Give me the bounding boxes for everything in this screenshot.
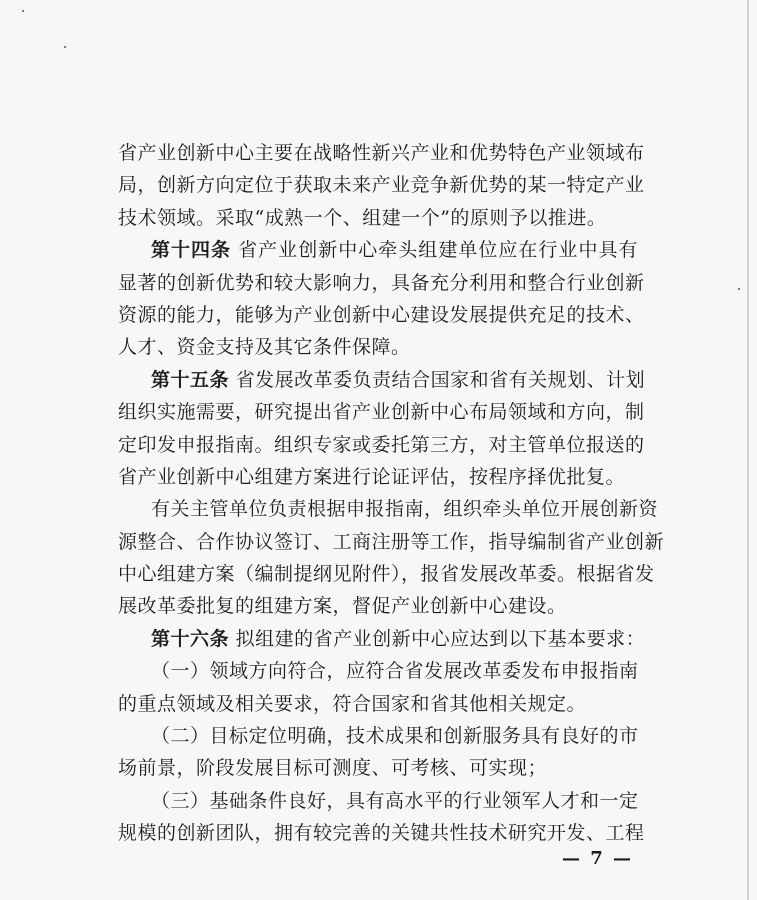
text-line: 资源的能力，能够为产业创新中心建设发展提供充足的技术、 bbox=[118, 303, 645, 326]
text-line: 人才、资金支持及其它条件保障。 bbox=[118, 336, 411, 359]
text-line: 定印发申报指南。组织专家或委托第三方，对主管单位报送的 bbox=[118, 433, 645, 456]
page-edge-shadow bbox=[747, 0, 749, 900]
text-line: 展改革委批复的组建方案，督促产业创新中心建设。 bbox=[118, 595, 567, 618]
text-line: 的重点领域及相关要求，符合国家和省其他相关规定。 bbox=[118, 692, 587, 715]
text-line: 显著的创新优势和较大影响力，具备充分利用和整合行业创新 bbox=[118, 271, 645, 294]
article-heading: 第十五条 bbox=[151, 368, 230, 391]
list-item-1-line: （一）领域方向符合，应符合省发展改革委发布申报指南 bbox=[151, 660, 639, 683]
text-line: 组织实施需要，研究提出省产业创新中心布局领域和方向，制 bbox=[118, 401, 645, 424]
article-heading: 第十六条 bbox=[151, 627, 230, 650]
text-line: 源整合、合作协议签订、工商注册等工作，指导编制省产业创新 bbox=[118, 530, 665, 553]
page-number: — 7 — bbox=[562, 848, 634, 869]
text-line: 省产业创新中心组建方案进行论证评估，按程序择优批复。 bbox=[118, 465, 626, 488]
text-line: 局，创新方向定位于获取未来产业竞争新优势的某一特定产业 bbox=[118, 174, 645, 197]
text-line: 中心组建方案（编制提纲见附件），报省发展改革委。根据省发 bbox=[118, 563, 655, 586]
article-15-line: 第十五条 省发展改革委负责结合国家和省有关规划、计划 bbox=[151, 368, 646, 391]
article-heading: 第十四条 bbox=[151, 239, 232, 262]
document-body bbox=[118, 137, 665, 850]
list-item-3-line: （三）基础条件良好，具有高水平的行业领军人才和一定 bbox=[151, 789, 639, 812]
text-line: 规模的创新团队，拥有较完善的关键共性技术研究开发、工程 bbox=[118, 822, 645, 845]
text-line: 有关主管单位负责根据申报指南，组织牵头单位开展创新资 bbox=[151, 498, 659, 521]
list-item-2-line: （二）目标定位明确，技术成果和创新服务具有良好的市 bbox=[151, 725, 639, 748]
article-14-line: 第十四条 省产业创新中心牵头组建单位应在行业中具有 bbox=[151, 239, 638, 262]
text-line: 场前景，阶段发展目标可测度、可考核、可实现； bbox=[118, 757, 548, 780]
text-line: 技术领域。采取“成熟一个、组建一个”的原则予以推进。 bbox=[118, 206, 607, 229]
scan-speck bbox=[22, 10, 24, 12]
scan-speck bbox=[738, 288, 740, 290]
text-line: 省产业创新中心主要在战略性新兴产业和优势特色产业领域布 bbox=[118, 142, 645, 164]
scan-speck bbox=[64, 46, 66, 48]
article-16-line: 第十六条 拟组建的省产业创新中心应达到以下基本要求： bbox=[151, 627, 646, 650]
